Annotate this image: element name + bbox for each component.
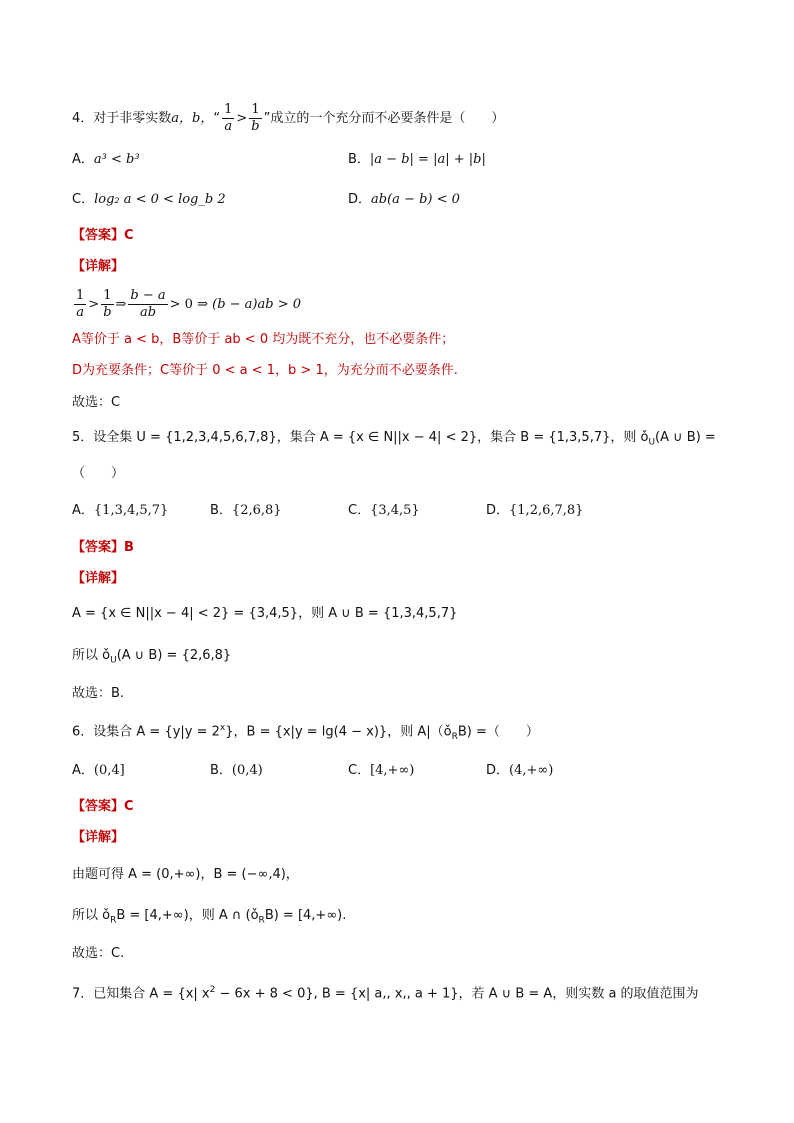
q6-detail-tag: 【详解】 [72,830,125,845]
q4-option-c: C．log₂ a < 0 < log_b 2 [72,192,226,207]
q4-answer-tag: 【答案】C [72,228,134,243]
q4-fraction-1b: $\frac{1}{b}$ [251,102,260,134]
q4-derivation: $\frac{1}{a}$ > $\frac{1}{b}$ ⇒ $\frac{b - a}{ab}$ > 0 ⇒ (b − a)ab > 0 [76,288,301,320]
q4-deriv-frac-ba: $\frac{b - a}{ab}$ [130,288,166,320]
q6-answer-tag: 【答案】C [72,799,134,814]
q6-detail-line-2: 所以 $ǒ_RB = [4,+\infty)$，则 A ∩ $(ǒ_RB) = [4,+\infty)$. [72,908,347,926]
q6-option-c: C．[4,+∞) [348,763,415,778]
q5-detail-tag: 【详解】 [72,571,125,586]
q4-option-d: D．ab(a − b) < 0 [348,192,460,207]
q4-stem-post: ”成立的一个充分而不必要条件是（ ） [263,111,505,126]
q5-paren: （ ） [72,466,125,481]
q4-stem-pre: 4．对于非零实数 [72,111,172,126]
q4-explain-1: A等价于 a < b，B等价于 ab < 0 均为既不充分，也不必要条件； [72,332,455,347]
q4-option-a: A．a³ < b³ [72,152,140,167]
q4-conclusion: 故选：C [72,395,121,410]
q4-gt: > [236,111,248,126]
q4-deriv-frac-a: $\frac{1}{a}$ [76,288,85,320]
q5-detail-line-1: A = {x ∈ N||x − 4| < 2} = {3,4,5}，则 A ∪ B = {1,3,4,5,7} [72,606,458,621]
q5-option-d: D．{1,2,6,7,8} [486,503,584,518]
q5-detail-line-2: 所以 $ǒ_U(A$ ∪ B) = {2,6,8} [72,648,232,666]
q4-quote-open: “ [213,111,221,126]
q4-detail-tag: 【详解】 [72,259,125,274]
q5-answer-tag: 【答案】B [72,540,134,555]
q6-conclusion: 故选：C. [72,946,125,961]
q6-detail-line-1: 由题可得 A = (0,+∞)，B = (−∞,4)， [72,867,299,882]
q6-option-d: D．(4,+∞) [486,763,554,778]
q5-option-c: C．{3,4,5} [348,503,420,518]
q5-stem: 5．设全集 U = {1,2,3,4,5,6,7,8}，集合 A = {x ∈ N||x − 4| < 2}，集合 B = {1,3,5,7}，则 $ǒ_U(A$ ∪ B) = [72,430,716,448]
q6-option-a: A．(0,4] [72,763,125,778]
q4-stem [72,102,504,135]
q6-stem: 6．设集合 $A = \{y|y = 2^x\}$，B = {x|y = lg(4 − x)}，则 $A|(ǒ_RB)$ =（ ） [72,723,539,742]
q5-option-a: A．{1,3,4,5,7} [72,503,169,518]
q7-stem: 7．已知集合 A = {x| $x^2 - 6x + 8 < 0$}, B = {x| a,, x,, a + 1}，若 A ∪ B = A，则实数 a 的取值范围为 [72,985,699,1002]
q6-option-b: B．(0,4) [210,763,263,778]
q4-explain-2: D为充要条件；C等价于 0 < a < 1，b > 1，为充分而不必要条件. [72,363,458,378]
q4-stem-vars: a，b， [171,111,214,126]
q4-deriv-tail: ⇒ (b − a)ab > 0 [197,297,301,312]
q4-option-b: B．|a − b| = |a| + |b| [348,152,486,167]
q4-fraction-1a: $\frac{1}{a}$ [224,102,233,134]
q5-option-b: B．{2,6,8} [210,503,282,518]
q5-conclusion: 故选：B. [72,686,125,701]
q4-deriv-frac-b: $\frac{1}{b}$ [103,288,112,320]
